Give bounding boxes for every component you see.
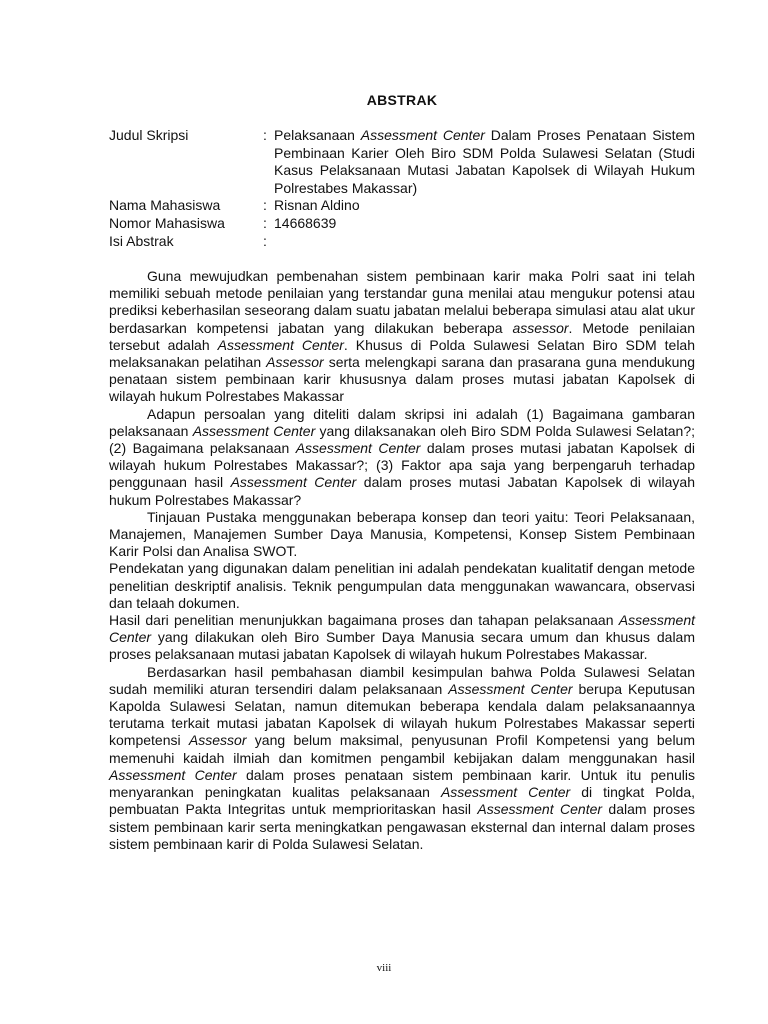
metadata-block bbox=[109, 127, 695, 250]
meta-row-judul bbox=[109, 127, 695, 197]
italic-term: Assessment Center bbox=[295, 440, 421, 457]
text-run: yang belum maksimal, penyusunan Profil Kompetensi yang belum memenuhi kaidah ilmiah dan komitmen pengambil kebijakan dalam menggunakan hasil bbox=[109, 732, 696, 766]
meta-value-nama: Risnan Aldino bbox=[274, 197, 360, 214]
text-run: Dalam Proses Penataan Sistem Pembinaan Karier Oleh Biro SDM Polda Sulawesi Selatan (Studi Kasus Pelaksanaan Mutasi Jabatan Kapolsek di Wilayah Hukum Polrestabes Makassar) bbox=[274, 127, 695, 196]
text-run: Pendekatan yang digunakan dalam penelitian ini adalah pendekatan kualitatif dengan metode penelitian deskriptif analisis. Teknik pengumpulan data menggunakan wawancara, observasi dan telaah dokumen. bbox=[109, 560, 695, 611]
text-run: di tingkat Polda, pembuatan Pakta Integritas untuk memprioritaskan hasil bbox=[109, 784, 695, 818]
italic-term: Assessment Center bbox=[217, 336, 344, 353]
text-run: Berdasarkan hasil pembahasan diambil kesimpulan bahwa Polda Sulawesi Selatan sudah memiliki aturan tersendiri dalam pelaksanaan bbox=[109, 663, 695, 697]
italic-term: Assessment Center bbox=[360, 127, 485, 143]
meta-label-nomor: Nomor Mahasiswa bbox=[109, 214, 225, 231]
abstract-paragraph-3 bbox=[109, 509, 695, 561]
text-run: dalam proses mutasi jabatan Kapolsek di wilayah hukum Polrestabes Makassar?; (3) Faktor apa saja yang berpengaruh terhadap penggunaan hasil bbox=[109, 440, 695, 491]
abstract-paragraph-4 bbox=[109, 560, 695, 612]
meta-colon-nama: : bbox=[263, 197, 267, 214]
abstract-paragraph-5 bbox=[109, 612, 695, 664]
page-number: viii bbox=[376, 962, 392, 974]
meta-label-judul: Judul Skripsi bbox=[109, 127, 189, 143]
text-run: berupa Keputusan Kapolda Sulawesi Selatan, namun ditemukan beberapa kendala dalam pelaksanaannya terutama terkait mutasi jabatan Kapolsek di wilayah hukum Polrestabes Makassar seperti kompetensi bbox=[109, 680, 695, 749]
meta-colon-nomor: : bbox=[263, 214, 267, 231]
text-run: dalam proses sistem pembinaan karir serta meningkatkan pengawasan eksternal dan internal dalam proses sistem pembinaan karir di Polda Sulawesi Selatan. bbox=[109, 801, 695, 852]
meta-colon-isi: : bbox=[263, 232, 267, 249]
page-title: ABSTRAK bbox=[366, 92, 438, 108]
abstract-paragraph-1 bbox=[109, 268, 695, 406]
meta-row-isi bbox=[109, 233, 695, 251]
text-run: serta melengkapi sarana dan prasarana guna mendukung penataan sistem pembinaan karir khususnya dalam proses mutasi jabatan Kapolsek di wilayah hukum Polrestabes Makassar bbox=[109, 354, 695, 405]
meta-value-isi bbox=[274, 233, 695, 251]
meta-colon-judul: : bbox=[263, 127, 267, 143]
meta-value-nomor: 14668639 bbox=[274, 214, 337, 231]
italic-term: Assessment Center bbox=[440, 784, 571, 801]
meta-value-judul bbox=[274, 127, 695, 197]
italic-term: Assessor bbox=[188, 732, 247, 749]
abstract-paragraph-2 bbox=[109, 406, 695, 509]
abstract-body bbox=[109, 268, 695, 853]
text-run: Pelaksanaan bbox=[274, 127, 361, 143]
text-run: yang dilaksanakan oleh Biro SDM Polda Sulawesi Selatan?; (2) Bagaimana pelaksanaan bbox=[109, 422, 695, 457]
text-run: yang dilakukan oleh Biro Sumber Daya Manusia secara umum dan khusus dalam proses pelaksanaan mutasi jabatan Kapolsek di wilayah hukum Polrestabes Makassar. bbox=[109, 629, 695, 663]
text-run: Tinjauan Pustaka menggunakan beberapa konsep dan teori yaitu: Teori Pelaksanaan, Manajemen, Manajemen Sumber Daya Manusia, Kompetensi, Konsep Sistem Pembinaan Karir Polsi dan Analisa SWOT. bbox=[109, 508, 695, 560]
italic-term: Assessment Center bbox=[230, 474, 357, 491]
italic-term: Assessment Center bbox=[448, 680, 573, 697]
meta-label-isi: Isi Abstrak bbox=[109, 232, 174, 249]
italic-term: Assessment Center bbox=[109, 612, 695, 646]
text-run: Hasil dari penelitian menunjukkan bagaimana proses dan tahapan pelaksanaan bbox=[109, 612, 619, 629]
italic-term: assessor bbox=[512, 319, 569, 336]
meta-row-nama bbox=[109, 197, 695, 215]
text-run: dalam proses penataan sistem pembinaan karir. Untuk itu penulis menyarankan peningkatan kualitas pelaksanaan bbox=[109, 766, 695, 801]
italic-term: Assessor bbox=[266, 354, 324, 371]
abstract-paragraph-6 bbox=[109, 664, 695, 853]
italic-term: Assessment Center bbox=[192, 422, 316, 439]
text-run: Guna mewujudkan pembenahan sistem pembinaan karir maka Polri saat ini telah memiliki sebuah metode penilaian yang terstandar guna menilai atau mengukur potensi atau prediksi keberhasilan seseorang dalam suatu jabatan melalui beberapa simulasi atau alat ukur berdasarkan kompetensi jabatan yang dilakukan beberapa bbox=[109, 268, 695, 336]
text-run: dalam proses mutasi Jabatan Kapolsek di wilayah hukum Polrestabes Makassar? bbox=[109, 474, 695, 508]
text-run: . Khusus di Polda Sulawesi Selatan Biro SDM telah melaksanakan pelatihan bbox=[109, 336, 696, 371]
italic-term: Assessment Center bbox=[109, 766, 237, 783]
italic-term: Assessment Center bbox=[477, 801, 603, 818]
text-run: Adapun persoalan yang diteliti dalam skripsi ini adalah (1) Bagaimana gambaran pelaksanaan bbox=[109, 405, 695, 439]
meta-label-nama: Nama Mahasiswa bbox=[109, 197, 221, 214]
meta-row-nomor bbox=[109, 215, 695, 233]
text-run: . Metode penilaian tersebut adalah bbox=[109, 319, 695, 353]
